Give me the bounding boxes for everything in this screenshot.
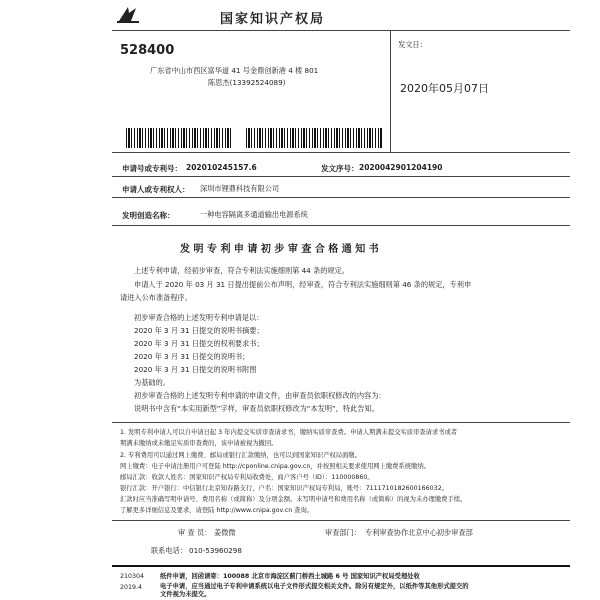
- notice-title: 发 明 专 利 申 请 初 步 审 查 合 格 通 知 书: [180, 244, 379, 255]
- dept-name: 专利审查协作北京中心初步审查部: [365, 528, 473, 537]
- footnote-line: 期满未缴纳或未缴足实质审查费的，该申请被视为撤回。: [120, 440, 278, 447]
- doc-serial-label: 发文序号：: [321, 164, 359, 173]
- footnote-line: 1. 发明专利申请人可以自申请日起 3 年内提交实质审查请求书，缴纳实质审查费。申请人期满未提交实质审查请求书或者: [120, 429, 458, 436]
- footnote-line: 了解更多详细信息及要求，请登陆 http://www.cnipa.gov.cn 查询。: [120, 507, 314, 514]
- postcode: 528400: [120, 43, 175, 58]
- footer-line: 电子申请，应当通过电子专利申请系统以电子文件形式提交相关文件。除另有规定外，以纸件等其他形式提交的: [160, 583, 469, 590]
- footnote-line: 网上缴费：电子申请注册用户可登陆 http://cponline.cnipa.gov.cn，并按照相关要求使用网上缴费系统缴纳。: [120, 463, 430, 470]
- cnipa-logo: [116, 4, 142, 24]
- issue-date-label: 发文日：: [398, 40, 427, 49]
- notice-para2b: 请进入公布准备程序。: [120, 293, 192, 302]
- barcode-right: [246, 128, 382, 148]
- examiner-label: 审 查 员：: [178, 528, 212, 537]
- applicant: 深圳市锂鼎科技有限公司: [200, 184, 280, 193]
- footer-line: 文件视为未提交。: [160, 591, 211, 598]
- doc-item: 2020 年 3 月 31 日提交的说明书摘要；: [134, 326, 264, 335]
- footer-line: 纸件申请，回函请寄：100088 北京市海淀区蓟门桥西土城路 6 号 国家知识产权局受理处收: [160, 573, 420, 580]
- issue-date: 2020年05月07日: [400, 82, 489, 95]
- phone-number: 010-53960298: [189, 546, 242, 555]
- phone-label: 联系电话：: [151, 546, 187, 555]
- footer-rule: [112, 565, 570, 567]
- footnote-line: 银行汇款：开户银行：中信银行北京知春路支行，户名：国家知识产权局专利局，账号：7111710182600166032。: [120, 485, 448, 492]
- form-code: 210304: [120, 573, 145, 580]
- office-name: 国家知识产权局: [220, 12, 326, 27]
- notice-para1: 上述专利申请，经初步审查，符合专利法实施细则第 44 条的规定。: [134, 266, 349, 275]
- modification-note: 初步审查合格的上述发明专利申请的申请文件，由审查员依职权修改的内容为：: [134, 391, 386, 400]
- applicant-label: 申请人或专利权人：: [122, 185, 190, 194]
- info-rule-3: [112, 225, 570, 226]
- footnote-line: 2. 专利费用可以通过网上缴费、邮局或银行汇款缴纳，也可以到国家知识产权局面缴。: [120, 452, 361, 459]
- mailing-address: 广东省中山市西区富华道 41 号金鼎创新港 4 楼 801: [150, 66, 319, 75]
- footnote-rule-bottom: [112, 520, 570, 521]
- app-no: 202010245157.6: [186, 163, 257, 172]
- doc-serial: 2020042901204190: [359, 163, 443, 172]
- info-rule-2: [112, 197, 570, 198]
- header-rule: [112, 30, 570, 31]
- doc-item: 2020 年 3 月 31 日提交的权利要求书；: [134, 339, 264, 348]
- docs-intro: 初步审查合格的上述发明专利申请是以：: [134, 313, 264, 322]
- info-rule-top: [112, 152, 570, 153]
- dept-label: 审查部门：: [325, 528, 361, 537]
- app-no-label: 申请号或专利号：: [122, 164, 182, 173]
- date-box-border: [390, 30, 391, 152]
- recipient: 陈思杰(13392524089): [208, 78, 286, 87]
- form-version: 2019.4: [120, 584, 143, 591]
- doc-item: 2020 年 3 月 31 日提交的说明书附图: [134, 365, 257, 374]
- barcode-left: [126, 128, 232, 148]
- notice-para2a: 申请人于 2020 年 03 月 31 日提出提前公布声明，经审查，符合专利法实施细则第 46 条的规定，专利申: [134, 280, 472, 289]
- footnote-rule-top: [112, 422, 570, 423]
- footnote-line: 邮局汇款：收款人姓名：国家知识产权局专利局收费处，商户客户号（ID）：110000860。: [120, 474, 374, 481]
- footnote-line: 汇款时应当准确写明申请号、费用名称（或简称）及分项金额。未写明申请号和费用名称（或简称）的视为未办理缴费手续。: [120, 496, 467, 503]
- doc-item: 2020 年 3 月 31 日提交的说明书；: [134, 352, 250, 361]
- examiner-name: 姜微微: [214, 528, 236, 537]
- invention-title: 一种电容隔离多通道输出电源系统: [200, 210, 308, 219]
- info-rule-1: [112, 176, 570, 177]
- invention-title-label: 发明创造名称：: [122, 211, 175, 220]
- basis-text: 为基础的。: [134, 378, 170, 387]
- modification-detail: 说明书中含有“本实用新型”字样，审查员依职权修改为“本发明”，特此告知。: [134, 404, 379, 413]
